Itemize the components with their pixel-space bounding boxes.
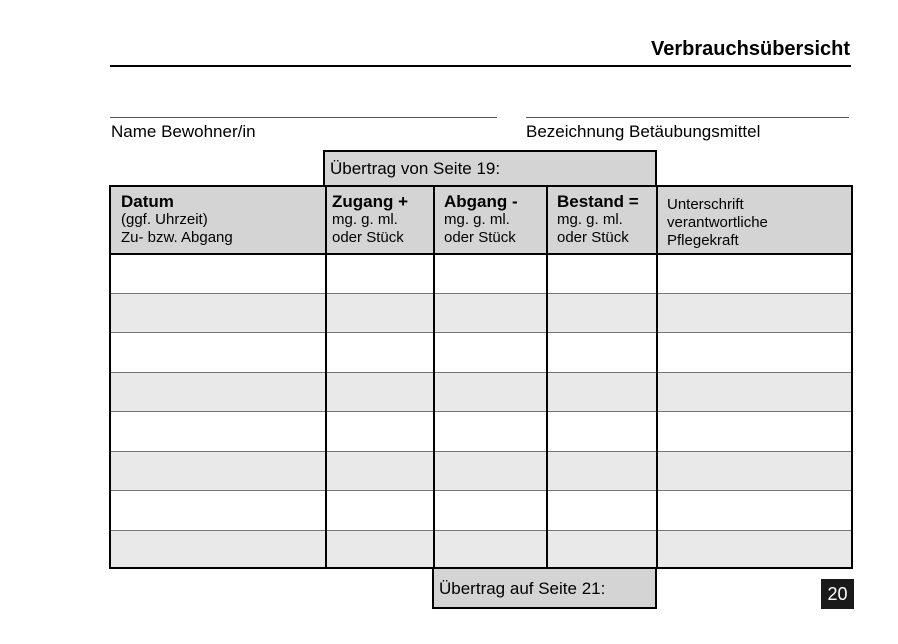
page-number: 20 (821, 579, 854, 609)
column-divider (546, 187, 548, 567)
header-bestand: Bestand = mg. g. ml. oder Stück (557, 192, 639, 246)
header-abgang: Abgang - mg. g. ml. oder Stück (444, 192, 518, 246)
table-header (111, 187, 851, 255)
carry-over-to-label: Übertrag auf Seite 21: (439, 579, 606, 598)
carry-over-to-box[interactable] (432, 567, 657, 609)
title-rule (110, 65, 851, 67)
resident-name-line[interactable] (110, 117, 497, 118)
page-title: Verbrauchsübersicht (651, 38, 850, 60)
drug-name-line[interactable] (526, 117, 849, 118)
table-row-stripe (111, 530, 851, 567)
table-row-stripe (111, 451, 851, 490)
header-datum: Datum (ggf. Uhrzeit) Zu- bzw. Abgang (121, 192, 233, 246)
row-divider (111, 451, 851, 452)
table-row-stripe (111, 372, 851, 411)
resident-name-label: Name Bewohner/in (111, 122, 256, 141)
row-divider (111, 530, 851, 531)
carry-over-from-box[interactable] (323, 150, 657, 187)
consumption-table (109, 185, 853, 569)
row-divider (111, 332, 851, 333)
row-divider (111, 411, 851, 412)
carry-over-from-label: Übertrag von Seite 19: (330, 159, 501, 178)
row-divider (111, 293, 851, 294)
header-unterschrift: Unterschrift verantwortliche Pflegekraft (667, 196, 768, 249)
column-divider (433, 187, 435, 567)
header-zugang: Zugang + mg. g. ml. oder Stück (332, 192, 409, 246)
row-divider (111, 490, 851, 491)
drug-name-label: Bezeichnung Betäubungsmittel (526, 122, 761, 141)
column-divider (656, 187, 658, 567)
column-divider (325, 187, 327, 567)
row-divider (111, 372, 851, 373)
table-row-stripe (111, 293, 851, 332)
